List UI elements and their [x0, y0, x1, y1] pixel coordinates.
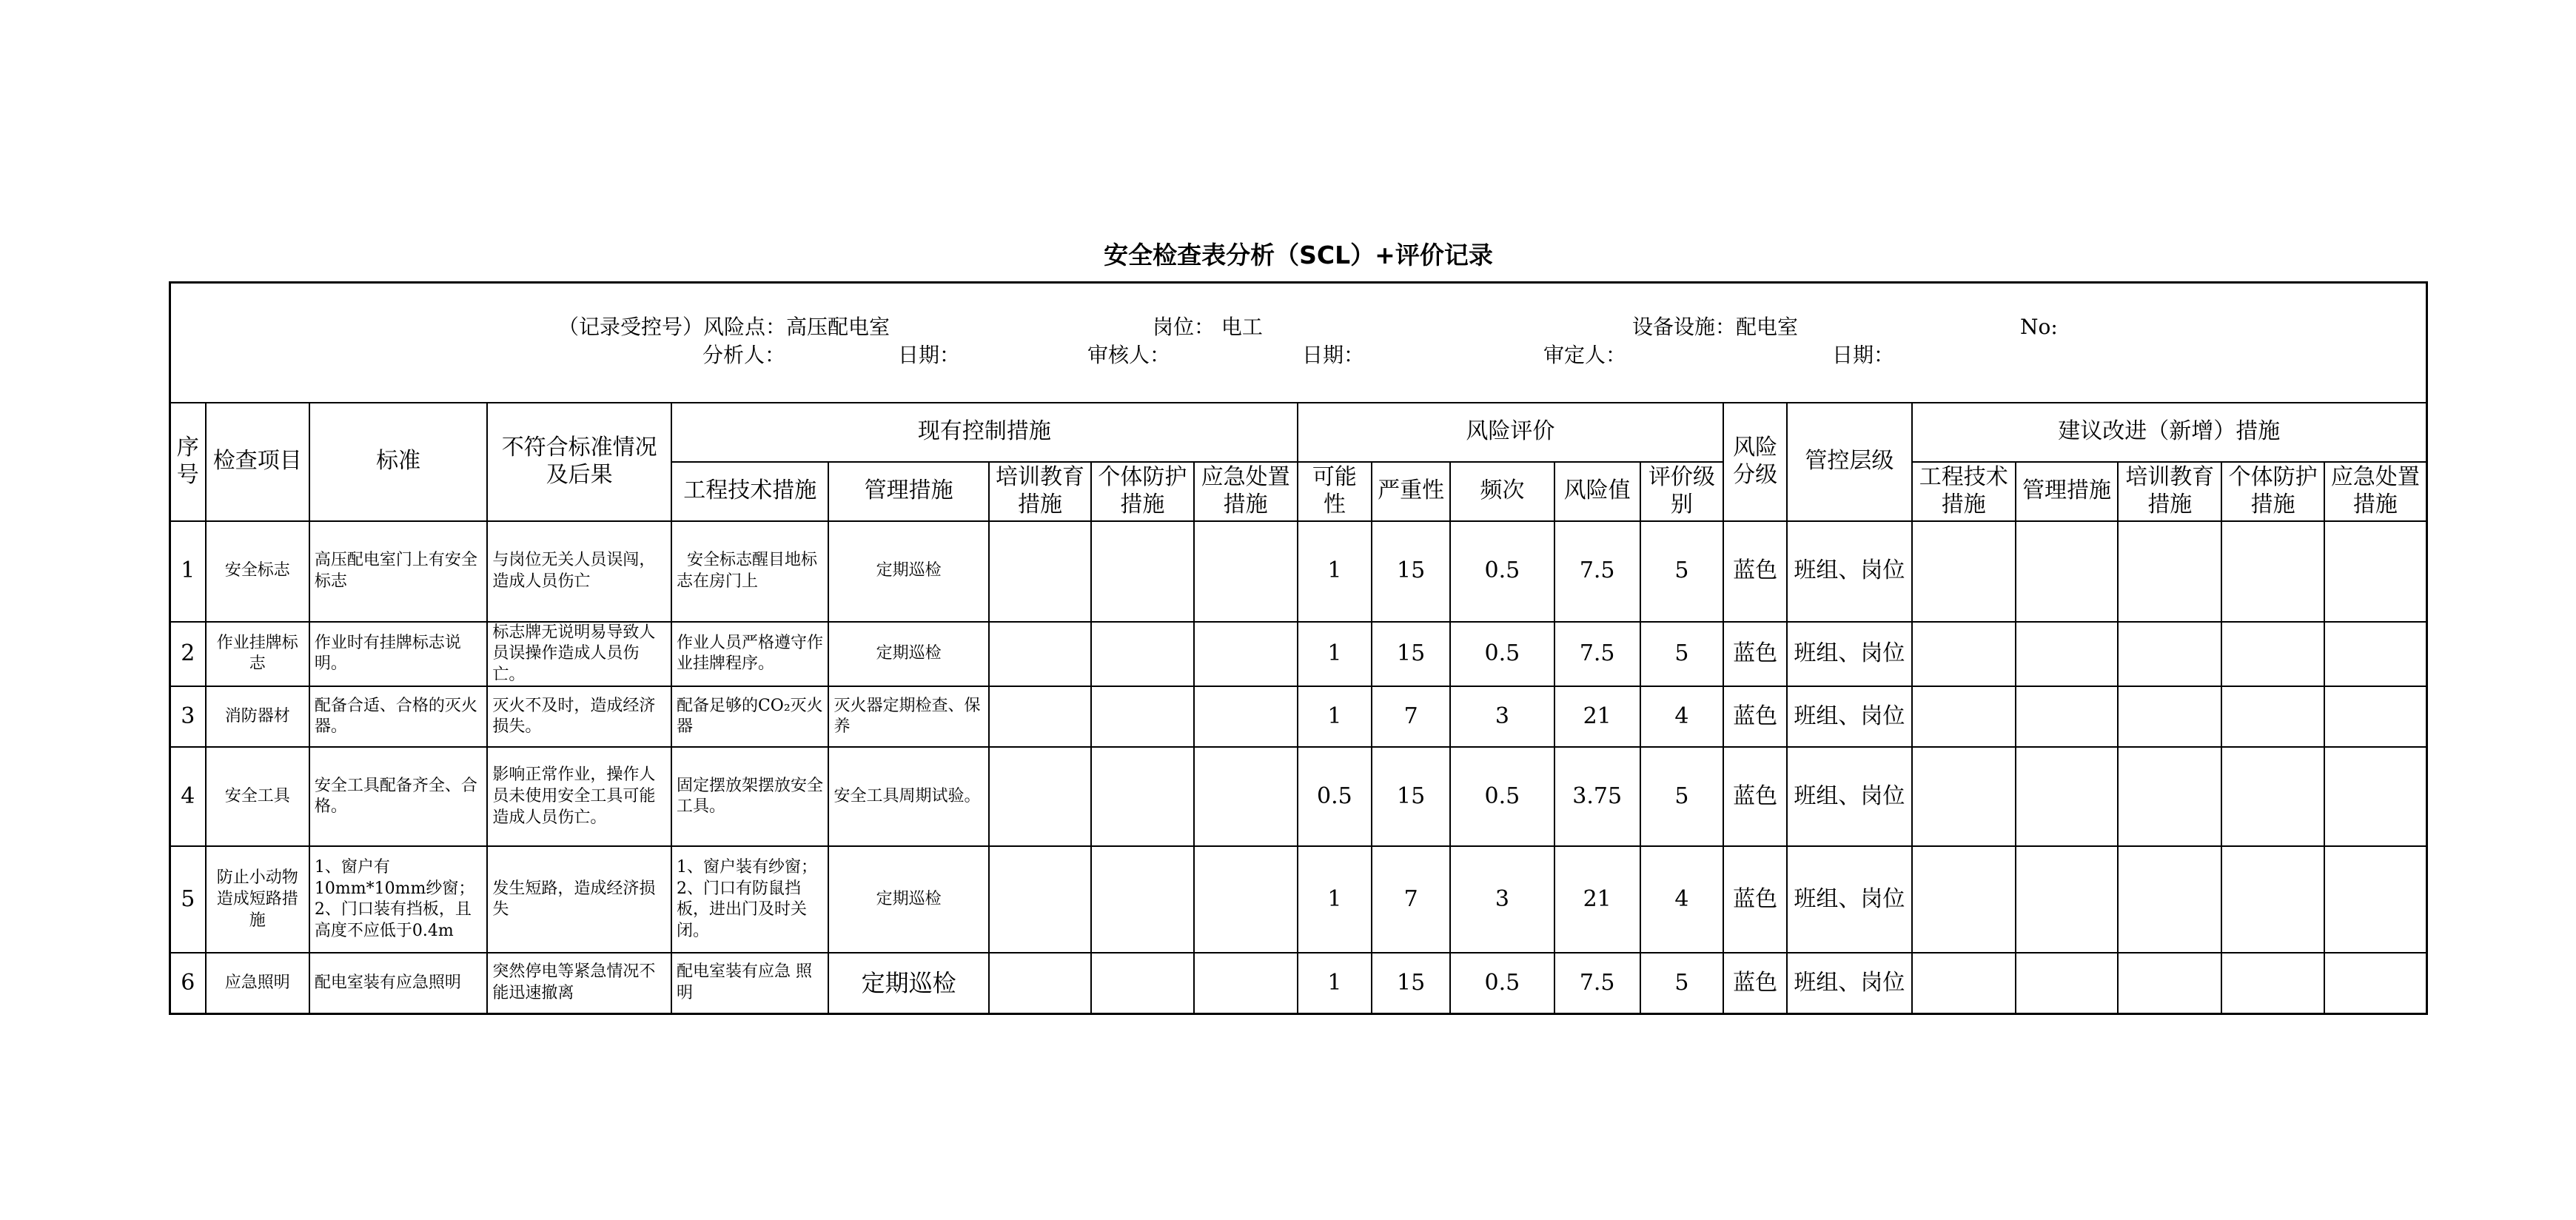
- row-s-emerg: [2324, 747, 2427, 846]
- row-s-ppe: [2221, 953, 2324, 1013]
- page-title: 安全检查表分析（SCL）+评价记录: [1104, 241, 1493, 269]
- row-seq: 1: [170, 521, 206, 622]
- header-risk-level: 风险分级: [1723, 403, 1787, 521]
- row-emerg: [1194, 521, 1298, 622]
- reviewer: 审核人：: [1087, 342, 1171, 367]
- row-risk-level: 蓝色: [1723, 747, 1787, 846]
- row-s-ppe: [2221, 747, 2324, 846]
- row-s-emerg: [2324, 686, 2427, 747]
- row-eval-level: 5: [1640, 747, 1723, 846]
- row-eval-level: 5: [1640, 521, 1723, 622]
- header-s-eng: 工程技术措施: [1912, 462, 2016, 521]
- row-risk-value: 7.5: [1554, 622, 1640, 687]
- row-nonconform: 标志牌无说明易导致人员误操作造成人员伤亡。: [487, 622, 671, 687]
- row-risk-value: 7.5: [1554, 521, 1640, 622]
- row-s-mgmt: [2016, 521, 2118, 622]
- row-train: [989, 846, 1091, 953]
- row-mgmt: 灭火器定期检查、保养: [828, 686, 988, 747]
- header-nonconform: 不符合标准情况及后果: [487, 403, 671, 521]
- row-train: [989, 953, 1091, 1013]
- record-no: No:: [2020, 314, 2058, 339]
- row-s-train: [2118, 953, 2221, 1013]
- row-seq: 3: [170, 686, 206, 747]
- row-control-level: 班组、岗位: [1787, 686, 1911, 747]
- row-seq: 5: [170, 846, 206, 953]
- header-seq: 序号: [170, 403, 206, 521]
- row-ppe: [1091, 747, 1193, 846]
- header-suggest: 建议改进（新增）措施: [1912, 403, 2427, 462]
- row-mgmt: 定期巡检: [828, 846, 988, 953]
- row-train: [989, 521, 1091, 622]
- row-eng: 固定摆放架摆放安全工具。: [671, 747, 828, 846]
- row-likelihood: 1: [1298, 521, 1372, 622]
- reviewer-date: 日期：: [1302, 342, 1365, 367]
- row-eval-level: 5: [1640, 953, 1723, 1013]
- row-standard: 配电室装有应急照明: [309, 953, 488, 1013]
- header-eng: 工程技术措施: [671, 462, 828, 521]
- row-s-mgmt: [2016, 846, 2118, 953]
- row-mgmt: 定期巡检: [828, 622, 988, 687]
- header-train: 培训教育措施: [989, 462, 1091, 521]
- header-risk-value: 风险值: [1554, 462, 1640, 521]
- row-risk-value: 7.5: [1554, 953, 1640, 1013]
- header-row-1: [170, 403, 2427, 462]
- row-standard: 高压配电室门上有安全标志: [309, 521, 488, 622]
- row-emerg: [1194, 622, 1298, 687]
- approver-date: 日期：: [1832, 342, 1895, 367]
- row-emerg: [1194, 747, 1298, 846]
- header-severity: 严重性: [1372, 462, 1450, 521]
- header-s-emerg: 应急处置措施: [2324, 462, 2427, 521]
- row-eng: 1、窗户装有纱窗； 2、门口有防鼠挡板，进出门及时关闭。: [671, 846, 828, 953]
- row-likelihood: 0.5: [1298, 747, 1372, 846]
- approver: 审定人：: [1543, 342, 1627, 367]
- table-row: [170, 747, 2427, 846]
- row-nonconform: 与岗位无关人员误闯，造成人员伤亡: [487, 521, 671, 622]
- header-emerg: 应急处置措施: [1194, 462, 1298, 521]
- row-control-level: 班组、岗位: [1787, 622, 1911, 687]
- row-control-level: 班组、岗位: [1787, 521, 1911, 622]
- row-seq: 6: [170, 953, 206, 1013]
- row-emerg: [1194, 686, 1298, 747]
- row-nonconform: 发生短路，造成经济损失: [487, 846, 671, 953]
- row-ppe: [1091, 846, 1193, 953]
- row-item: 安全工具: [206, 747, 309, 846]
- row-risk-value: 3.75: [1554, 747, 1640, 846]
- row-s-eng: [1912, 953, 2016, 1013]
- row-mgmt: 定期巡检: [828, 953, 988, 1013]
- row-likelihood: 1: [1298, 846, 1372, 953]
- row-standard: 1、窗户有10mm*10mm纱窗； 2、门口装有挡板，且高度不应低于0.4m: [309, 846, 488, 953]
- row-mgmt: 安全工具周期试验。: [828, 747, 988, 846]
- table-row: [170, 953, 2427, 1013]
- row-standard: 安全工具配备齐全、合格。: [309, 747, 488, 846]
- row-s-train: [2118, 686, 2221, 747]
- row-eval-level: 4: [1640, 846, 1723, 953]
- row-ppe: [1091, 686, 1193, 747]
- table-row: [170, 686, 2427, 747]
- record-info: [170, 283, 2427, 403]
- record-line-1: [177, 315, 2421, 343]
- row-s-ppe: [2221, 622, 2324, 687]
- row-eval-level: 5: [1640, 622, 1723, 687]
- row-item: 防止小动物造成短路措施: [206, 846, 309, 953]
- row-seq: 2: [170, 622, 206, 687]
- row-frequency: 0.5: [1450, 747, 1554, 846]
- row-likelihood: 1: [1298, 622, 1372, 687]
- scl-table: [169, 281, 2428, 1015]
- row-nonconform: 灭火不及时，造成经济损失。: [487, 686, 671, 747]
- row-emerg: [1194, 846, 1298, 953]
- row-s-eng: [1912, 686, 2016, 747]
- analyst: 分析人：: [702, 342, 786, 367]
- row-severity: 15: [1372, 622, 1450, 687]
- row-standard: 配备合适、合格的灭火器。: [309, 686, 488, 747]
- row-mgmt: 定期巡检: [828, 521, 988, 622]
- row-s-mgmt: [2016, 686, 2118, 747]
- table-row: [170, 622, 2427, 687]
- header-mgmt: 管理措施: [828, 462, 988, 521]
- row-item: 消防器材: [206, 686, 309, 747]
- row-train: [989, 622, 1091, 687]
- risk-point: （记录受控号）风险点：高压配电室: [558, 314, 890, 339]
- row-nonconform: 影响正常作业，操作人员未使用安全工具可能造成人员伤亡。: [487, 747, 671, 846]
- row-control-level: 班组、岗位: [1787, 846, 1911, 953]
- table-row: [170, 521, 2427, 622]
- header-item: 检查项目: [206, 403, 309, 521]
- row-s-emerg: [2324, 953, 2427, 1013]
- row-s-eng: [1912, 521, 2016, 622]
- header-risk-eval: 风险评价: [1298, 403, 1723, 462]
- row-item: 应急照明: [206, 953, 309, 1013]
- row-nonconform: 突然停电等紧急情况不能迅速撤离: [487, 953, 671, 1013]
- row-emerg: [1194, 953, 1298, 1013]
- row-severity: 7: [1372, 846, 1450, 953]
- row-s-train: [2118, 846, 2221, 953]
- row-risk-value: 21: [1554, 846, 1640, 953]
- row-s-mgmt: [2016, 953, 2118, 1013]
- row-s-ppe: [2221, 521, 2324, 622]
- post: 岗位： 电工: [1153, 314, 1263, 339]
- row-eng: 配电室装有应急 照明: [671, 953, 828, 1013]
- row-s-emerg: [2324, 521, 2427, 622]
- facility: 设备设施：配电室: [1632, 314, 1799, 339]
- row-s-train: [2118, 747, 2221, 846]
- row-s-eng: [1912, 747, 2016, 846]
- row-s-eng: [1912, 622, 2016, 687]
- row-frequency: 0.5: [1450, 622, 1554, 687]
- table-row: [170, 846, 2427, 953]
- row-s-train: [2118, 521, 2221, 622]
- row-risk-level: 蓝色: [1723, 953, 1787, 1013]
- row-risk-level: 蓝色: [1723, 846, 1787, 953]
- row-likelihood: 1: [1298, 953, 1372, 1013]
- row-severity: 15: [1372, 747, 1450, 846]
- header-s-mgmt: 管理措施: [2016, 462, 2118, 521]
- header-ppe: 个体防护措施: [1091, 462, 1193, 521]
- record-header-row: [170, 283, 2427, 403]
- row-severity: 15: [1372, 521, 1450, 622]
- row-s-ppe: [2221, 846, 2324, 953]
- header-s-ppe: 个体防护措施: [2221, 462, 2324, 521]
- analyst-date: 日期：: [898, 342, 961, 367]
- row-s-ppe: [2221, 686, 2324, 747]
- row-item: 作业挂牌标志: [206, 622, 309, 687]
- row-s-train: [2118, 622, 2221, 687]
- row-s-eng: [1912, 846, 2016, 953]
- row-s-mgmt: [2016, 747, 2118, 846]
- row-s-emerg: [2324, 622, 2427, 687]
- row-control-level: 班组、岗位: [1787, 953, 1911, 1013]
- row-frequency: 3: [1450, 686, 1554, 747]
- row-ppe: [1091, 521, 1193, 622]
- row-standard: 作业时有挂牌标志说明。: [309, 622, 488, 687]
- row-eval-level: 4: [1640, 686, 1723, 747]
- row-severity: 15: [1372, 953, 1450, 1013]
- row-eng: 配备足够的CO₂灭火器: [671, 686, 828, 747]
- row-ppe: [1091, 953, 1193, 1013]
- row-s-emerg: [2324, 846, 2427, 953]
- row-item: 安全标志: [206, 521, 309, 622]
- row-risk-level: 蓝色: [1723, 521, 1787, 622]
- row-frequency: 0.5: [1450, 521, 1554, 622]
- header-standard: 标准: [309, 403, 488, 521]
- row-frequency: 3: [1450, 846, 1554, 953]
- row-risk-level: 蓝色: [1723, 622, 1787, 687]
- header-s-train: 培训教育措施: [2118, 462, 2221, 521]
- row-eng: 安全标志醒目地标志在房门上: [671, 521, 828, 622]
- record-line-2: [177, 343, 2421, 371]
- row-control-level: 班组、岗位: [1787, 747, 1911, 846]
- row-severity: 7: [1372, 686, 1450, 747]
- header-likelihood: 可能性: [1298, 462, 1372, 521]
- row-risk-value: 21: [1554, 686, 1640, 747]
- row-risk-level: 蓝色: [1723, 686, 1787, 747]
- header-frequency: 频次: [1450, 462, 1554, 521]
- row-ppe: [1091, 622, 1193, 687]
- row-likelihood: 1: [1298, 686, 1372, 747]
- row-frequency: 0.5: [1450, 953, 1554, 1013]
- header-eval-level: 评价级别: [1640, 462, 1723, 521]
- row-seq: 4: [170, 747, 206, 846]
- row-s-mgmt: [2016, 622, 2118, 687]
- header-control-level: 管控层级: [1787, 403, 1911, 521]
- row-eng: 作业人员严格遵守作业挂牌程序。: [671, 622, 828, 687]
- header-current-controls: 现有控制措施: [671, 403, 1298, 462]
- row-train: [989, 747, 1091, 846]
- row-train: [989, 686, 1091, 747]
